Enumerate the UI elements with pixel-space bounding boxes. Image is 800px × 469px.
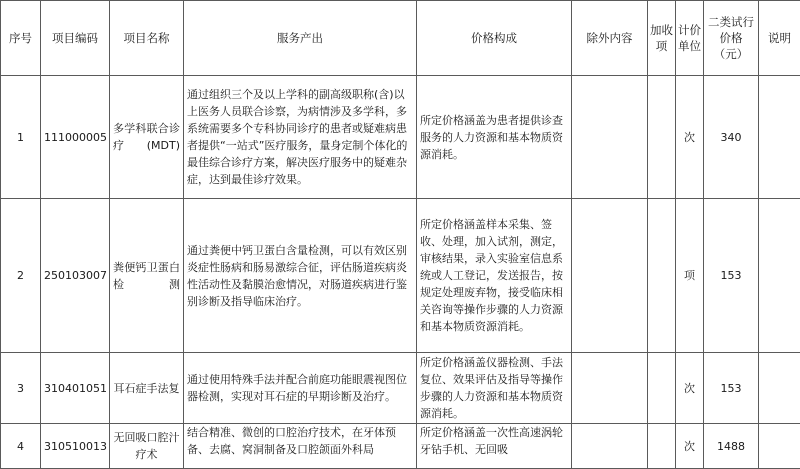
cell-unit: 次: [676, 424, 704, 469]
cell-unit: 项: [676, 199, 704, 353]
cell-price-composition: 所定价格涵盖一次性高速涡轮牙钻手机、无回吸: [417, 424, 572, 469]
cell-add-item: [648, 424, 676, 469]
cell-code: 310401051: [41, 353, 110, 424]
cell-seq: 4: [1, 424, 41, 469]
cell-exclusions: [572, 353, 648, 424]
cell-add-item: [648, 353, 676, 424]
table-row: [1, 76, 800, 199]
cell-price-composition: 所定价格涵盖为患者提供诊查服务的人力资源和基本物质资源消耗。: [417, 76, 572, 199]
cell-note: [759, 424, 800, 469]
cell-output: 通过粪便中钙卫蛋白含量检测，可以有效区别炎症性肠病和肠易激综合征，评估肠道疾病炎性活动性及黏膜治愈情况，对肠道疾病进行鉴别诊断及指导临床治疗。: [184, 199, 417, 353]
cell-output: 通过组织三个及以上学科的副高级职称(含)以上医务人员联合诊察，为病情涉及多学科，多系统需要多个专科协同诊疗的患者或疑难病患者提供“一站式”医疗服务，量身定制个体化的最佳综合诊疗方案，解决医疗服务中的疑难杂症，达到最佳诊疗效果。: [184, 76, 417, 199]
cell-price: 153: [704, 199, 759, 353]
cell-seq: 1: [1, 76, 41, 199]
cell-price: 153: [704, 353, 759, 424]
cell-exclusions: [572, 199, 648, 353]
cell-code: 310510013: [41, 424, 110, 469]
cell-output: 结合精准、微创的口腔治疗技术，在牙体预备、去腐、窝洞制备及口腔颌面外科局: [184, 424, 417, 469]
cell-price-composition: 所定价格涵盖样本采集、签收、处理，加入试剂，测定，审核结果，录入实验室信息系统或人工登记，发送报告，按规定处理废弃物，接受临床相关咨询等操作步骤的人力资源和基本物质资源消耗。: [417, 199, 572, 353]
cell-name: 粪便钙卫蛋白检测: [110, 199, 184, 353]
header-row: [1, 1, 800, 76]
header-output: 服务产出: [184, 1, 417, 76]
header-add-item: 加收项: [648, 1, 676, 76]
header-name: 项目名称: [110, 1, 184, 76]
cell-code: 250103007: [41, 199, 110, 353]
cell-note: [759, 353, 800, 424]
cell-price: 1488: [704, 424, 759, 469]
cell-note: [759, 199, 800, 353]
cell-seq: 3: [1, 353, 41, 424]
cell-price-composition: 所定价格涵盖仪器检测、手法复位、效果评估及指导等操作步骤的人力资源和基本物质资源消耗。: [417, 353, 572, 424]
cell-note: [759, 76, 800, 199]
header-code: 项目编码: [41, 1, 110, 76]
cell-output: 通过使用特殊手法并配合前庭功能眼震视图位器检测，实现对耳石症的早期诊断及治疗。: [184, 353, 417, 424]
cell-add-item: [648, 199, 676, 353]
cell-price: 340: [704, 76, 759, 199]
cell-name: 无回吸口腔汁疗术: [110, 424, 184, 469]
cell-unit: 次: [676, 76, 704, 199]
cell-exclusions: [572, 424, 648, 469]
cell-name: 多学科联合诊疗(MDT): [110, 76, 184, 199]
header-exclusions: 除外内容: [572, 1, 648, 76]
header-unit: 计价单位: [676, 1, 704, 76]
header-seq: 序号: [1, 1, 41, 76]
cell-exclusions: [572, 76, 648, 199]
cell-unit: 次: [676, 353, 704, 424]
cell-name: 耳石症手法复: [110, 353, 184, 424]
table-row: [1, 353, 800, 424]
cell-add-item: [648, 76, 676, 199]
cell-seq: 2: [1, 199, 41, 353]
header-price-composition: 价格构成: [417, 1, 572, 76]
cell-code: 111000005: [41, 76, 110, 199]
header-note: 说明: [759, 1, 800, 76]
header-price: 二类试行价格（元）: [704, 1, 759, 76]
table-row: [1, 424, 800, 469]
table-row: [1, 199, 800, 353]
